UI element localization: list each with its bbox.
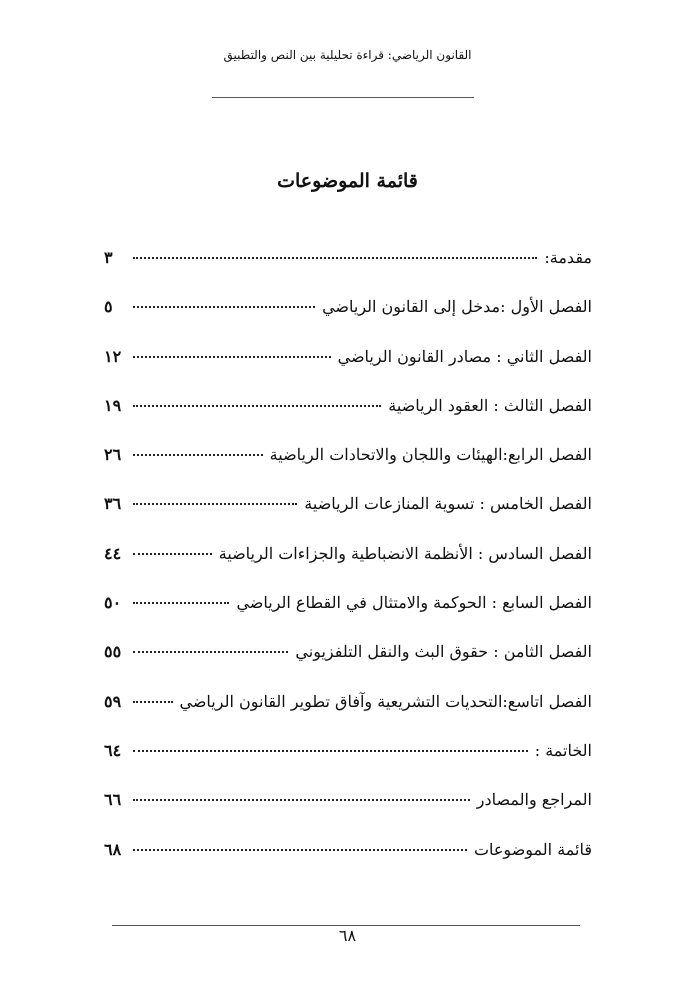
toc-entry-page: ٥٩: [104, 691, 122, 711]
page-number: ٦٨: [338, 926, 357, 945]
toc-entry-contents: [104, 832, 592, 881]
dot-leader: [133, 651, 288, 653]
toc-entry-label: الفصل الأول :مدخل إلى القانون الرياضي: [322, 297, 592, 317]
dot-leader: [133, 849, 467, 851]
dot-leader: [133, 750, 528, 752]
dot-leader: [133, 257, 537, 259]
toc-entry-label: الفصل الثاني : مصادر القانون الرياضي: [337, 346, 592, 366]
toc-title: قائمة الموضوعات: [277, 170, 418, 192]
toc-entry-label: الفصل الخامس : تسوية المنازعات الرياضية: [304, 494, 592, 514]
toc-entry-label: الفصل الثامن : حقوق البث والنقل التلفزيوني: [295, 642, 592, 662]
toc-entry-label: قائمة الموضوعات: [473, 839, 592, 859]
running-header: القانون الرياضي: قراءة تحليلية بين النص والتطبيق: [223, 48, 472, 62]
toc-entry-introduction: [104, 240, 592, 289]
toc-entry-page: ١٩: [104, 395, 122, 415]
toc-entry-label: الفصل اتاسع:التحديات التشريعية وآفاق تطوير القانون الرياضي: [179, 691, 592, 711]
toc-entry-page: ١٢: [104, 346, 122, 366]
dot-leader: [133, 701, 173, 703]
toc-entry-label: المراجع والمصادر: [476, 790, 592, 810]
toc-entry-chapter-4: [104, 437, 592, 486]
toc-entry-chapter-5: [104, 486, 592, 535]
toc-entry-page: ٥٥: [104, 642, 122, 662]
dot-leader: [133, 799, 470, 801]
toc-entry-page: ٤٤: [104, 543, 122, 563]
toc-entry-label: الخاتمة :: [534, 740, 592, 760]
toc-entry-chapter-2: [104, 339, 592, 388]
toc-entry-chapter-9: [104, 684, 592, 733]
header-divider: [212, 97, 474, 98]
toc-entry-page: ٦٦: [104, 790, 122, 810]
toc-entry-chapter-6: [104, 536, 592, 585]
toc-entry-conclusion: [104, 733, 592, 782]
toc-entry-page: ٢٦: [104, 445, 122, 465]
toc-entry-references: [104, 782, 592, 831]
dot-leader: [133, 405, 381, 407]
toc-entry-page: ٦٨: [104, 839, 122, 859]
toc-entry-page: ٦٤: [104, 740, 122, 760]
dot-leader: [133, 454, 263, 456]
toc-entry-chapter-8: [104, 634, 592, 683]
toc-entry-page: ٣٦: [104, 494, 122, 514]
toc-entry-label: مقدمة:: [544, 248, 592, 267]
toc-list: [104, 240, 592, 881]
dot-leader: [133, 553, 212, 555]
toc-entry-label: الفصل السادس : الأنظمة الانضباطية والجزاءات الرياضية: [218, 543, 592, 563]
toc-entry-label: الفصل الرابع:الهيئات واللجان والاتحادات الرياضية: [269, 445, 592, 465]
dot-leader: [133, 503, 297, 505]
toc-entry-chapter-3: [104, 388, 592, 437]
toc-entry-label: الفصل السابع : الحوكمة والامتثال في القطاع الرياضي: [236, 593, 592, 613]
toc-entry-page: ٣: [104, 248, 113, 267]
toc-entry-page: ٥٠: [104, 593, 122, 613]
toc-entry-chapter-1: [104, 289, 592, 338]
toc-entry-chapter-7: [104, 585, 592, 634]
toc-entry-label: الفصل الثالث : العقود الرياضية: [388, 395, 592, 415]
dot-leader: [133, 356, 331, 358]
toc-entry-page: ٥: [104, 297, 113, 317]
dot-leader: [133, 602, 229, 604]
dot-leader: [133, 306, 315, 308]
